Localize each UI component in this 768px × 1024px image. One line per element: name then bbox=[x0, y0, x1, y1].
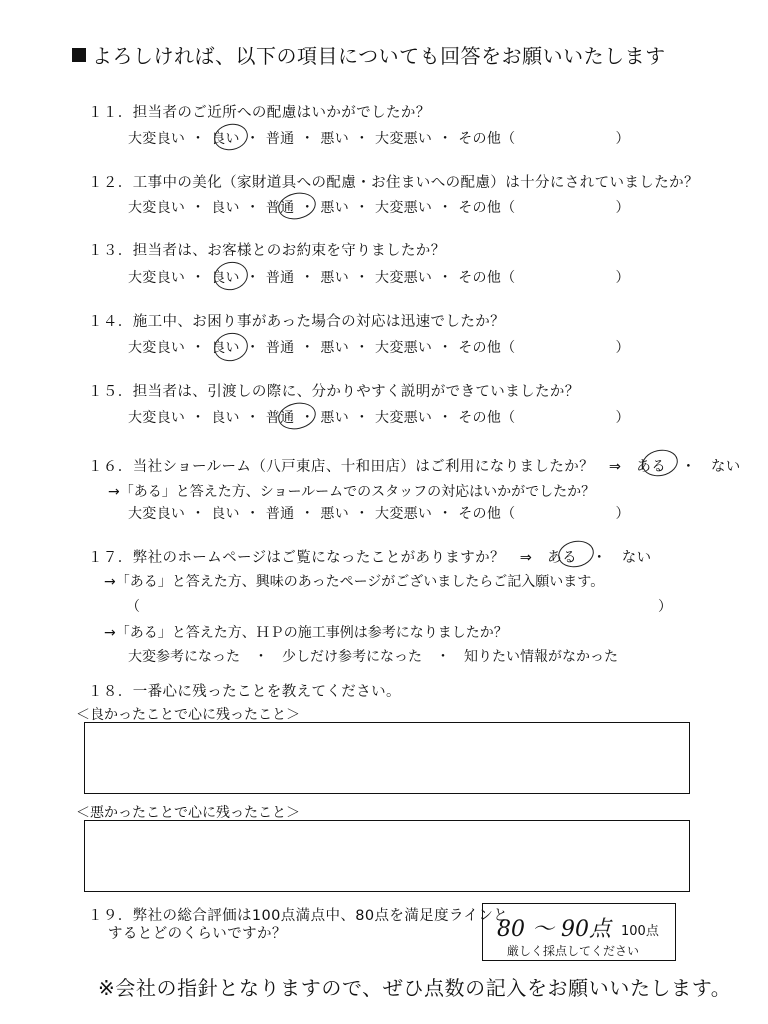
question-11: １１．担当者のご近所への配慮はいかがでしたか？ bbox=[88, 105, 431, 121]
options-16: 大変良い ・ 良い ・ 普通 ・ 悪い ・ 大変悪い ・ その他（ ） bbox=[128, 503, 630, 523]
option-good[interactable]: 良い bbox=[211, 131, 240, 147]
answer-circle bbox=[212, 121, 251, 154]
answer-circle bbox=[276, 189, 319, 222]
option-normal[interactable]: 普通 bbox=[265, 340, 295, 356]
question-19-line2: するとどのくらいですか？ bbox=[108, 926, 287, 942]
answer-circle bbox=[211, 330, 250, 364]
option-very-good[interactable]: 大変良い bbox=[128, 270, 186, 286]
option-very-good[interactable]: 大変良い bbox=[128, 410, 186, 426]
option-very-bad[interactable]: 大変悪い bbox=[375, 200, 433, 216]
option-very-good[interactable]: 大変良い bbox=[128, 200, 186, 216]
score-box[interactable] bbox=[482, 903, 676, 961]
option-normal[interactable]: 普通 bbox=[265, 131, 295, 147]
option-very-good[interactable]: 大変良い bbox=[128, 340, 186, 356]
question-18: １８．一番心に残ったことを教えてください。 bbox=[88, 684, 401, 700]
answer-circle bbox=[276, 399, 319, 432]
option-bad[interactable]: 悪い bbox=[320, 506, 350, 522]
option-other[interactable]: その他（ bbox=[458, 131, 516, 147]
option-very-good[interactable]: 大変良い bbox=[128, 506, 186, 522]
question-19-line1: １９．弊社の総合評価は100点満点中、80点を満足度ラインと bbox=[88, 908, 509, 924]
option-bad[interactable]: 悪い bbox=[320, 410, 350, 426]
option-other[interactable]: その他（ bbox=[458, 340, 516, 356]
option-good[interactable]: 良い bbox=[211, 270, 240, 286]
question-17-sub2: →「ある」と答えた方、ＨＰの施工事例は参考になりましたか？ bbox=[104, 625, 508, 641]
option-bad[interactable]: 悪い bbox=[320, 270, 350, 286]
question-13: １３．担当者は、お客様とのお約束を守りましたか？ bbox=[88, 243, 446, 259]
option-very-bad[interactable]: 大変悪い bbox=[375, 340, 433, 356]
option-good[interactable]: 良い bbox=[211, 340, 240, 356]
options-12: 大変良い ・ 良い ・ 普通 ・ 悪い ・ 大変悪い ・ その他（ ） bbox=[128, 197, 630, 217]
option-good[interactable]: 良い bbox=[211, 200, 240, 216]
score-answer: 80 〜 90点 bbox=[497, 917, 611, 942]
footer-note: ※会社の指針となりますので、ぜひ点数の記入をお願いいたします。 bbox=[98, 976, 732, 1000]
option-good[interactable]: 良い bbox=[211, 506, 240, 522]
option-normal[interactable]: 普通 bbox=[265, 410, 295, 426]
good-memory-textbox[interactable] bbox=[84, 722, 690, 794]
option-very-bad[interactable]: 大変悪い bbox=[375, 131, 433, 147]
option-normal[interactable]: 普通 bbox=[265, 506, 295, 522]
square-bullet-icon bbox=[72, 48, 86, 62]
options-13: 大変良い ・ 良い ・ 普通 ・ 悪い ・ 大変悪い ・ その他（ ） bbox=[128, 267, 630, 287]
score-note: 厳しく採点してください bbox=[507, 944, 640, 958]
question-17: １７．弊社のホームページはご覧になったことがありますか？ ⇒ ある ・ ない bbox=[88, 550, 652, 566]
bad-memory-label: ＜悪かったことで心に残ったこと＞ bbox=[76, 805, 300, 821]
question-14: １４．施工中、お困り事があった場合の対応は迅速でしたか？ bbox=[88, 314, 506, 330]
option-bad[interactable]: 悪い bbox=[320, 131, 350, 147]
answer-circle bbox=[211, 259, 250, 293]
options-15: 大変良い ・ 良い ・ 普通 ・ 悪い ・ 大変悪い ・ その他（ ） bbox=[128, 407, 630, 427]
bad-memory-textbox[interactable] bbox=[84, 820, 690, 892]
question-17-sub1: →「ある」と答えた方、興味のあったページがございましたらご記入願います。 bbox=[104, 574, 605, 590]
option-very-bad[interactable]: 大変悪い bbox=[375, 506, 433, 522]
question-15: １５．担当者は、引渡しの際に、分かりやすく説明ができていましたか？ bbox=[88, 384, 580, 400]
question-12: １２．工事中の美化（家財道具への配慮・お住まいへの配慮）は十分にされていましたか？ bbox=[88, 175, 699, 191]
option-other[interactable]: その他（ bbox=[458, 410, 516, 426]
page-interest-input[interactable]: （ ） bbox=[126, 599, 672, 615]
option-very-good[interactable]: 大変良い bbox=[128, 131, 186, 147]
options-11: 大変良い ・ 良い ・ 普通 ・ 悪い ・ 大変悪い ・ その他（ ） bbox=[128, 128, 630, 148]
option-good[interactable]: 良い bbox=[211, 410, 240, 426]
option-other[interactable]: その他（ bbox=[458, 270, 516, 286]
option-normal[interactable]: 普通 bbox=[265, 270, 295, 286]
page-header: よろしければ、以下の項目についても回答をお願いいたします bbox=[72, 40, 666, 69]
option-bad[interactable]: 悪い bbox=[320, 200, 350, 216]
option-very-bad[interactable]: 大変悪い bbox=[375, 270, 433, 286]
option-very-bad[interactable]: 大変悪い bbox=[375, 410, 433, 426]
points-label: 100点 bbox=[621, 924, 659, 939]
question-16-sub: →「ある」と答えた方、ショールームでのスタッフの対応はいかがでしたか？ bbox=[108, 484, 596, 500]
option-other[interactable]: その他（ bbox=[458, 506, 516, 522]
good-memory-label: ＜良かったことで心に残ったこと＞ bbox=[76, 707, 300, 723]
options-14: 大変良い ・ 良い ・ 普通 ・ 悪い ・ 大変悪い ・ その他（ ） bbox=[128, 337, 630, 357]
option-bad[interactable]: 悪い bbox=[320, 340, 350, 356]
option-normal[interactable]: 普通 bbox=[265, 200, 295, 216]
options-17[interactable]: 大変参考になった ・ 少しだけ参考になった ・ 知りたい情報がなかった bbox=[128, 649, 618, 665]
question-16: １６．当社ショールーム（八戸東店、十和田店）はご利用になりましたか？ ⇒ ある ・ ない bbox=[88, 459, 741, 475]
option-other[interactable]: その他（ bbox=[458, 200, 516, 216]
